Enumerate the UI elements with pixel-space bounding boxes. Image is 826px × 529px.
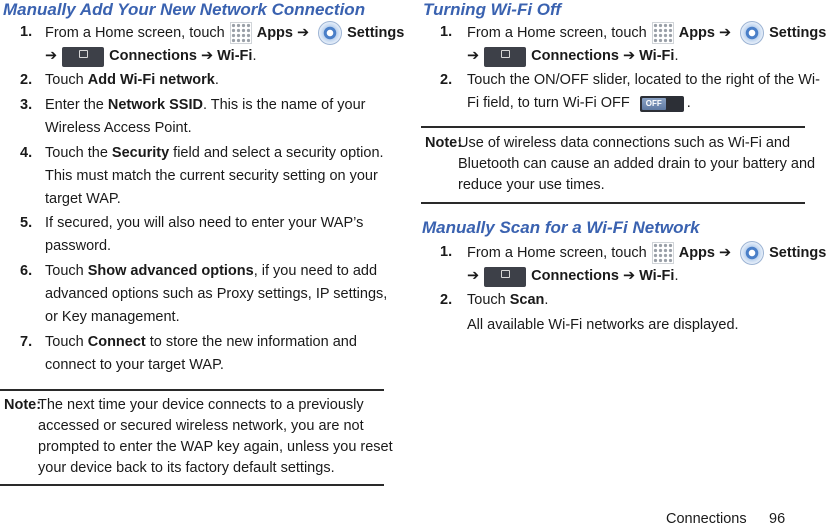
apps-grid-icon [652, 22, 674, 44]
arrow-glyph: ➔ [296, 24, 310, 41]
right-note-bottom-rule [421, 202, 805, 204]
footer-page-number: 96 [769, 511, 786, 527]
connections-tab-icon [484, 47, 526, 67]
settings-gear-icon [740, 241, 764, 265]
right-note-top-rule [421, 126, 805, 128]
apps-grid-icon [652, 242, 674, 264]
note-bottom-rule [0, 484, 384, 486]
connections-tab-icon [62, 47, 104, 67]
left-step-1: 1. From a Home screen, touch Apps ➔ Settings ➔ Connections ➔ Wi-Fi . [20, 21, 384, 67]
heading-add-network: Manually Add Your New Network Connection [3, 0, 366, 19]
settings-gear-icon [740, 21, 764, 45]
heading-turning-wifi-off: Turning Wi-Fi Off [423, 0, 562, 19]
note-top-rule [0, 389, 384, 391]
settings-gear-icon [318, 21, 342, 45]
connections-tab-icon [484, 267, 526, 287]
off-toggle-icon: OFF [640, 96, 684, 112]
heading-manual-scan: Manually Scan for a Wi-Fi Network [422, 218, 700, 237]
footer-section: Connections [666, 511, 747, 527]
apps-grid-icon [230, 22, 252, 44]
arrow-glyph: ➔ [718, 244, 732, 261]
arrow-glyph: ➔ [718, 24, 732, 41]
